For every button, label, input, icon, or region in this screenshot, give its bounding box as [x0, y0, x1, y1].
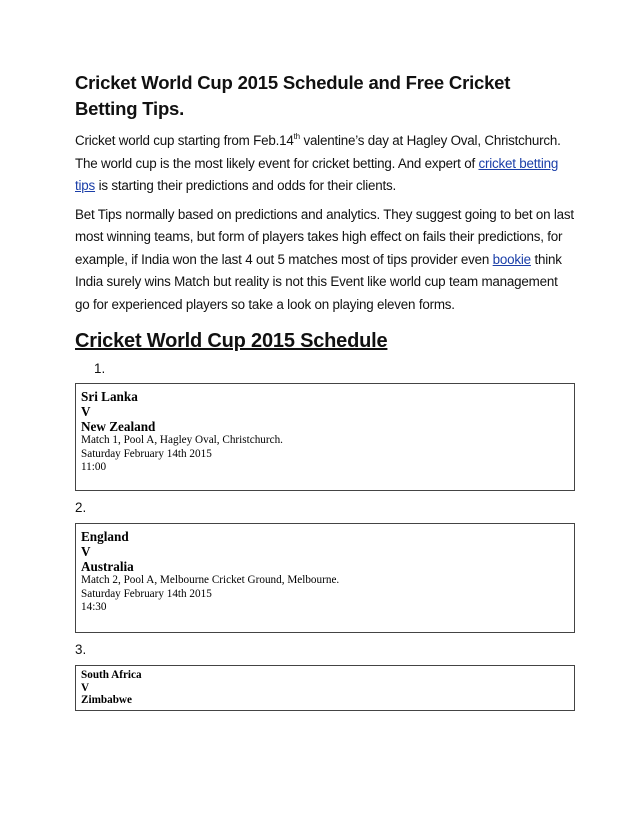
team-away: New Zealand	[81, 419, 156, 434]
tips-text-2: think India surely wins Match but reality is not this Event like world cup team management go for experienced players so take a look on playing eleven forms.	[75, 251, 562, 312]
article-body	[75, 70, 575, 711]
schedule-heading: Cricket World Cup 2015 Schedule	[75, 330, 388, 352]
intro-paragraph	[75, 130, 575, 198]
team-home: South Africa	[81, 669, 142, 681]
cricket-betting-tips-link[interactable]: cricket betting tips	[75, 155, 559, 193]
team-away: Australia	[81, 559, 134, 574]
tips-text-1: Bet Tips normally based on predictions and analytics. They suggest going to bet on last most winning teams, but form of players takes high effect on fails their predictions, for example, if India won the last 4 out 5 matches most of tips provider even	[75, 206, 574, 267]
match-time: 14:30	[81, 601, 107, 613]
match-card	[75, 523, 575, 633]
intro-text-1: Cricket world cup starting from Feb.14	[75, 133, 294, 148]
match-number: 1.	[94, 361, 106, 376]
match-number: 2.	[75, 500, 87, 515]
ordinal-suffix: th	[293, 132, 300, 141]
match-card	[75, 665, 575, 711]
match-venue: Match 1, Pool A, Hagley Oval, Christchurch.	[81, 434, 283, 446]
bookie-link[interactable]: bookie	[492, 251, 531, 267]
versus-label: V	[81, 681, 90, 694]
team-home: Sri Lanka	[81, 389, 138, 404]
match-date: Saturday February 14th 2015	[81, 447, 212, 460]
versus-label: V	[81, 404, 91, 419]
match-date: Saturday February 14th 2015	[81, 587, 212, 600]
team-home: England	[81, 529, 129, 544]
match-card	[75, 383, 575, 491]
article-title: Cricket World Cup 2015 Schedule and Free Cricket Betting Tips.	[75, 72, 511, 119]
match-time: 11:00	[81, 461, 107, 473]
intro-text-2: valentine’s day at Hagley Oval, Christchurch. The world cup is the most likely event for cricket betting. And expert of	[75, 133, 561, 171]
match-venue: Match 2, Pool A, Melbourne Cricket Ground, Melbourne.	[81, 574, 340, 586]
team-away: Zimbabwe	[81, 694, 132, 706]
tips-paragraph	[75, 204, 575, 317]
versus-label: V	[81, 544, 91, 559]
match-number: 3.	[75, 642, 87, 657]
intro-text-3: is starting their predictions and odds for their clients.	[95, 178, 397, 193]
